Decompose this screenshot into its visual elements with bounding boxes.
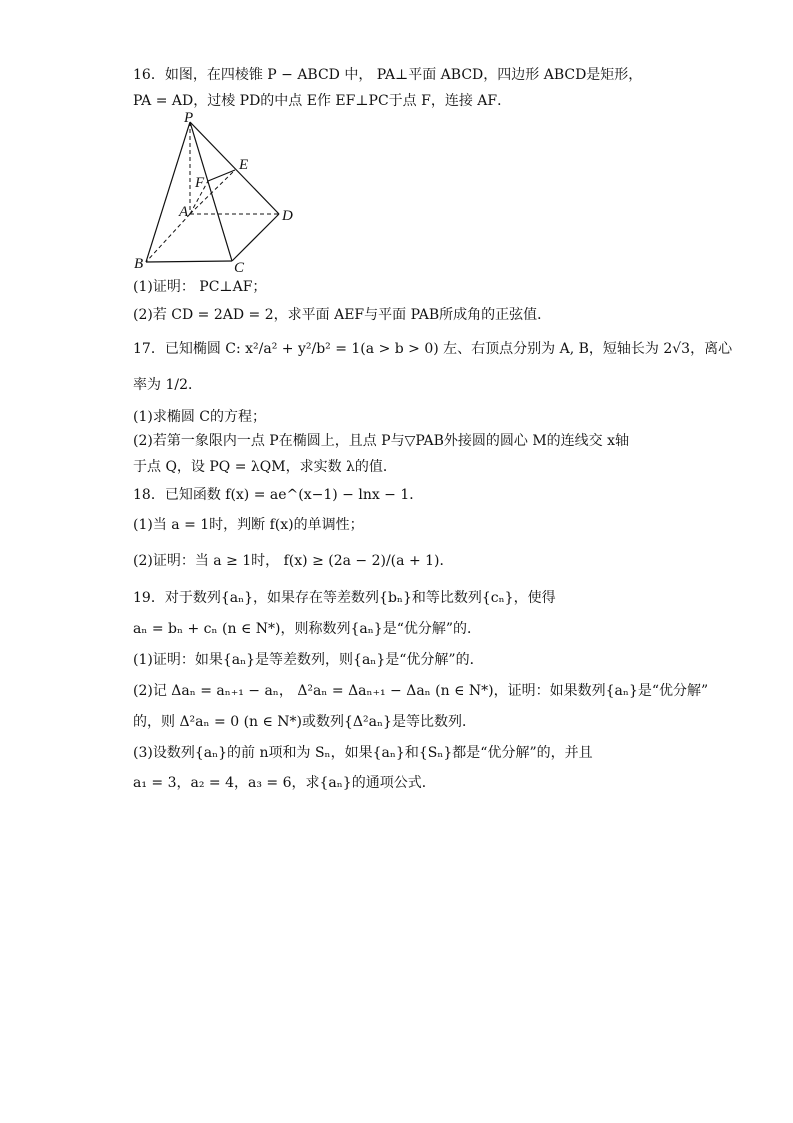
problem-18-question-1: (1)当 a = 1时，判断 f(x)的单调性； bbox=[133, 517, 364, 533]
label-C: C bbox=[234, 260, 245, 274]
edge-AB bbox=[146, 214, 190, 262]
segment-EF bbox=[208, 170, 235, 181]
problem-19-stem-line-2: aₙ = bₙ + cₙ (n ∈ N*)，则称数列{aₙ}是“优分解”的． bbox=[133, 621, 482, 637]
label-P: P bbox=[184, 112, 194, 126]
problem-18-question-2: (2)证明：当 a ≥ 1时， f(x) ≥ (2a − 2)/(a + 1)． bbox=[133, 553, 454, 569]
problem-19-question-2-line-2: 的，则 Δ²aₙ = 0 (n ∈ N*)或数列{Δ²aₙ}是等比数列． bbox=[133, 714, 476, 730]
problem-19-question-3-line-1: (3)设数列{aₙ}的前 n项和为 Sₙ，如果{aₙ}和{Sₙ}都是“优分解”的，并且 bbox=[133, 745, 593, 761]
problem-16-question-2: (2)若 CD = 2AD = 2，求平面 AEF与平面 PAB所成角的正弦值． bbox=[133, 307, 552, 323]
problem-19-question-3-line-2: a₁ = 3，a₂ = 4，a₃ = 6，求{aₙ}的通项公式． bbox=[133, 775, 436, 791]
problem-17-stem-line-1: 17．已知椭圆 C: x²/a² + y²/b² = 1(a > b > 0) 左、右顶点分别为 A, B，短轴长为 2√3，离心 bbox=[133, 341, 733, 357]
problem-17-question-2-line-2: 于点 Q，设 PQ = λQM，求实数 λ的值． bbox=[133, 459, 397, 475]
problem-16-stem-line-1: 16．如图，在四棱锥 P − ABCD 中， PA⊥平面 ABCD，四边形 ABCD是矩形， bbox=[133, 67, 643, 83]
problem-16-question-1: (1)证明： PC⊥AF； bbox=[133, 279, 267, 295]
edge-PB bbox=[146, 122, 190, 262]
label-E: E bbox=[239, 157, 249, 173]
problem-19-question-2-line-1: (2)记 Δaₙ = aₙ₊₁ − aₙ， Δ²aₙ = Δaₙ₊₁ − Δaₙ (n ∈ N*)，证明：如果数列{aₙ}是“优分解” bbox=[133, 683, 709, 699]
label-B: B bbox=[134, 256, 144, 272]
edge-BC bbox=[146, 261, 232, 262]
edge-CD bbox=[232, 214, 279, 261]
label-F: F bbox=[195, 175, 205, 191]
problem-17-question-2-line-1: (2)若第一象限内一点 P在椭圆上，且点 P与▽PAB外接圆的圆心 M的连线交 x轴 bbox=[133, 433, 630, 449]
problem-16-stem-line-2: PA = AD，过棱 PD的中点 E作 EF⊥PC于点 F，连接 AF． bbox=[133, 93, 512, 109]
pyramid-figure bbox=[133, 112, 313, 274]
problem-17-stem-line-2: 率为 1/2． bbox=[133, 377, 202, 393]
problem-19-question-1: (1)证明：如果{aₙ}是等差数列，则{aₙ}是“优分解”的． bbox=[133, 652, 484, 668]
label-D: D bbox=[282, 208, 293, 224]
problem-18-stem: 18．已知函数 f(x) = ae^(x−1) − lnx − 1． bbox=[133, 487, 424, 503]
problem-19-stem-line-1: 19．对于数列{aₙ}，如果存在等差数列{bₙ}和等比数列{cₙ}，使得 bbox=[133, 590, 556, 606]
label-A: A bbox=[179, 204, 189, 220]
problem-17-question-1: (1)求椭圆 C的方程； bbox=[133, 409, 266, 425]
